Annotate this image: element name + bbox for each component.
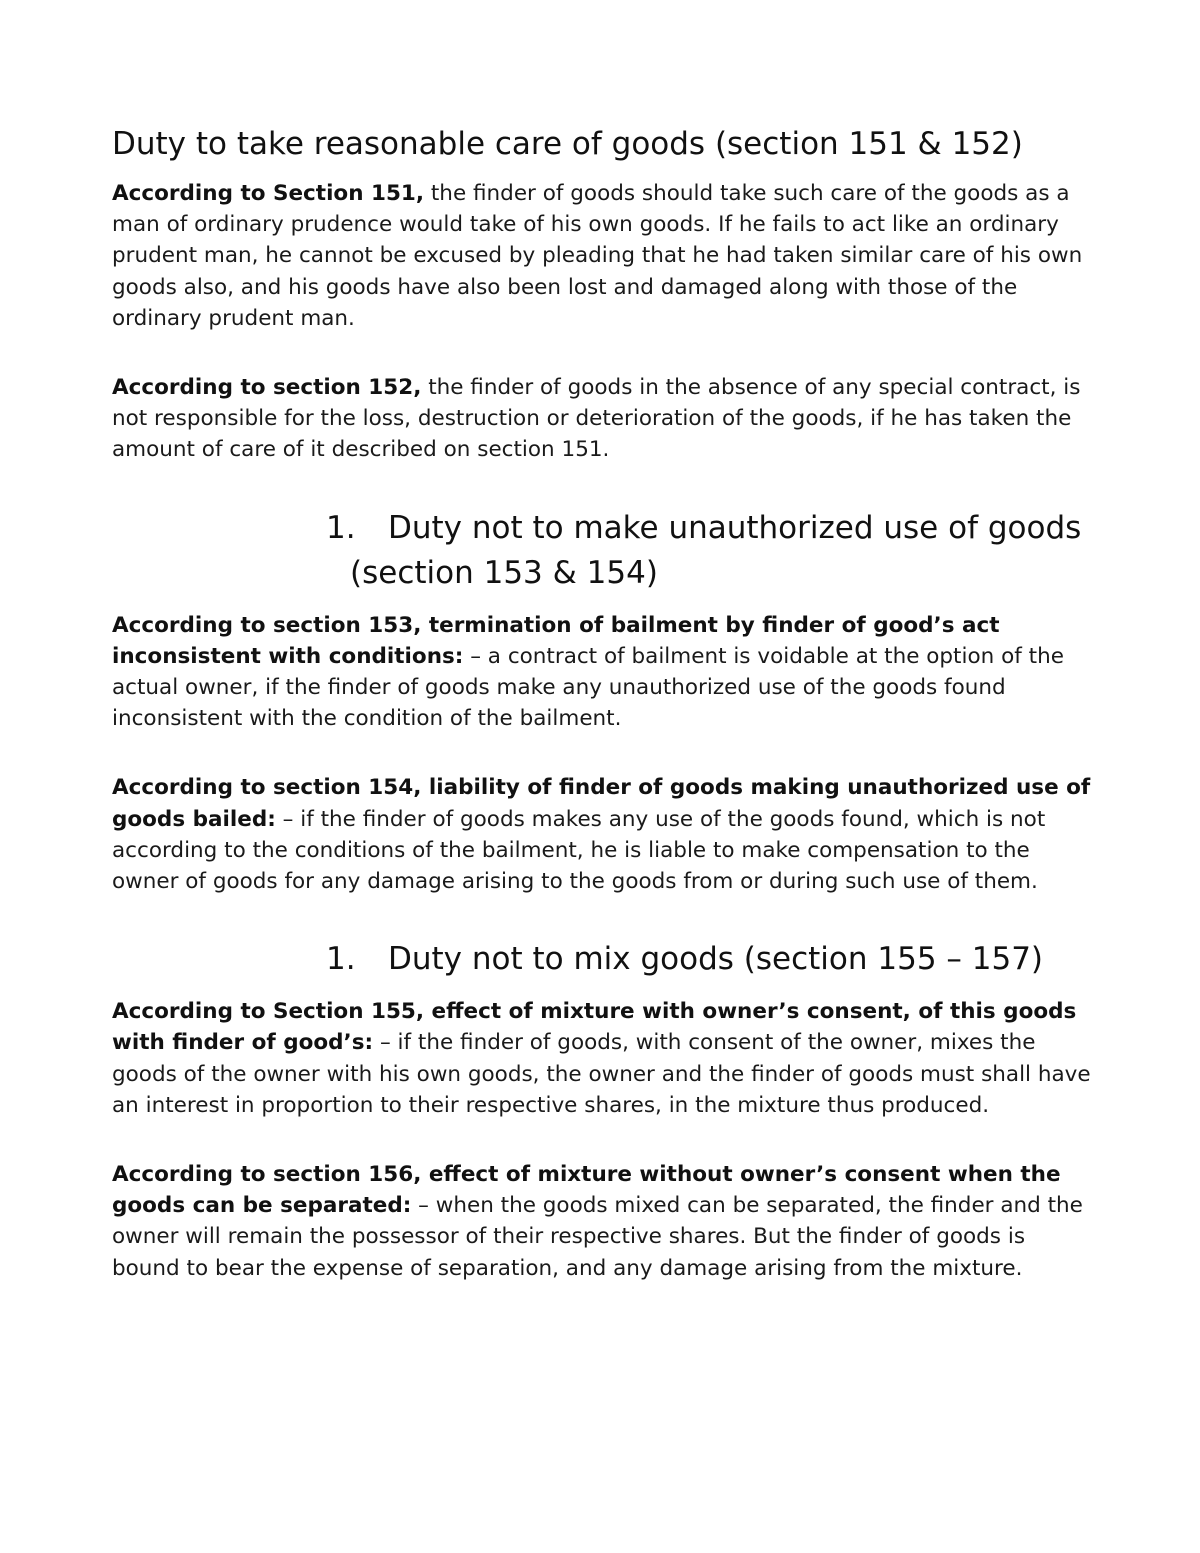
heading-text <box>350 937 1092 982</box>
spacer <box>112 466 1092 506</box>
spacer <box>112 1121 1092 1159</box>
paragraph-section-152 <box>112 372 1092 466</box>
document-page <box>112 124 1092 1284</box>
paragraph-section-153 <box>112 610 1092 735</box>
paragraph-lead: According to section 156, effect of mixture without owner’s consent when the goods can be separated: <box>112 1162 1061 1219</box>
spacer <box>112 734 1092 772</box>
paragraph-lead: According to section 153, termination of bailment by finder of good’s act inconsistent with conditions: <box>112 612 1000 669</box>
paragraph-lead: According to Section 155, effect of mixture with owner’s consent, of this goods with finder of good’s: <box>112 999 1077 1056</box>
paragraph-lead: According to section 152, <box>112 375 422 401</box>
paragraph-section-155 <box>112 996 1092 1121</box>
paragraph-body: the finder of goods should take such care of the goods as a man of ordinary prudence would take of his own goods. If he fails to act like an ordinary prudent man, he cannot be excused by pleading that he had taken similar care of his own goods also, and his goods have also been lost and damaged along with those of the ordinary prudent man. <box>112 181 1083 331</box>
spacer <box>112 334 1092 372</box>
heading-text <box>350 506 1092 596</box>
list-number: 1. <box>326 941 356 978</box>
spacer <box>112 897 1092 937</box>
paragraph-body: – when the goods mixed can be separated, the finder and the owner will remain the possessor of their respective shares. But the finder of goods is bound to bear the expense of separation, and any damage arising from the mixture. <box>112 1193 1083 1281</box>
paragraph-section-156 <box>112 1159 1092 1284</box>
heading-text-inner: Duty not to make unauthorized use of goods (section 153 & 154) <box>350 509 1082 591</box>
spacer <box>112 982 1092 996</box>
section-heading-mix-goods <box>112 937 1092 982</box>
paragraph-section-154 <box>112 772 1092 897</box>
spacer <box>112 596 1092 610</box>
paragraph-body: the finder of goods in the absence of any special contract, is not responsible for the loss, destruction or deterioration of the goods, if he has taken the amount of care of it described on section 151. <box>112 375 1081 463</box>
section-heading-reasonable-care: Duty to take reasonable care of goods (section 151 & 152) <box>112 126 1023 162</box>
paragraph-body: – if the finder of goods makes any use of the goods found, which is not according to the conditions of the bailment, he is liable to make compensation to the owner of goods for any damage arising to the goods from or during such use of them. <box>112 806 1046 895</box>
list-number: 1. <box>326 509 356 546</box>
paragraph-lead: According to Section 151, <box>112 181 425 206</box>
paragraph-section-151 <box>112 178 1092 334</box>
paragraph-lead: According to section 154, liability of finder of goods making unauthorized use of goods bailed: <box>112 775 1091 832</box>
paragraph-body: – if the finder of goods, with consent of the owner, mixes the goods of the owner with his own goods, the owner and the finder of goods must shall have an interest in proportion to their respective shares, in the mixture thus produced. <box>112 1030 1091 1118</box>
heading-text-inner: Duty not to mix goods (section 155 – 157) <box>388 941 1044 978</box>
section-heading-unauthorized-use <box>112 506 1092 596</box>
paragraph-body: – a contract of bailment is voidable at the option of the actual owner, if the finder of goods make any unauthorized use of the goods found inconsistent with the condition of the bailment. <box>112 643 1064 732</box>
